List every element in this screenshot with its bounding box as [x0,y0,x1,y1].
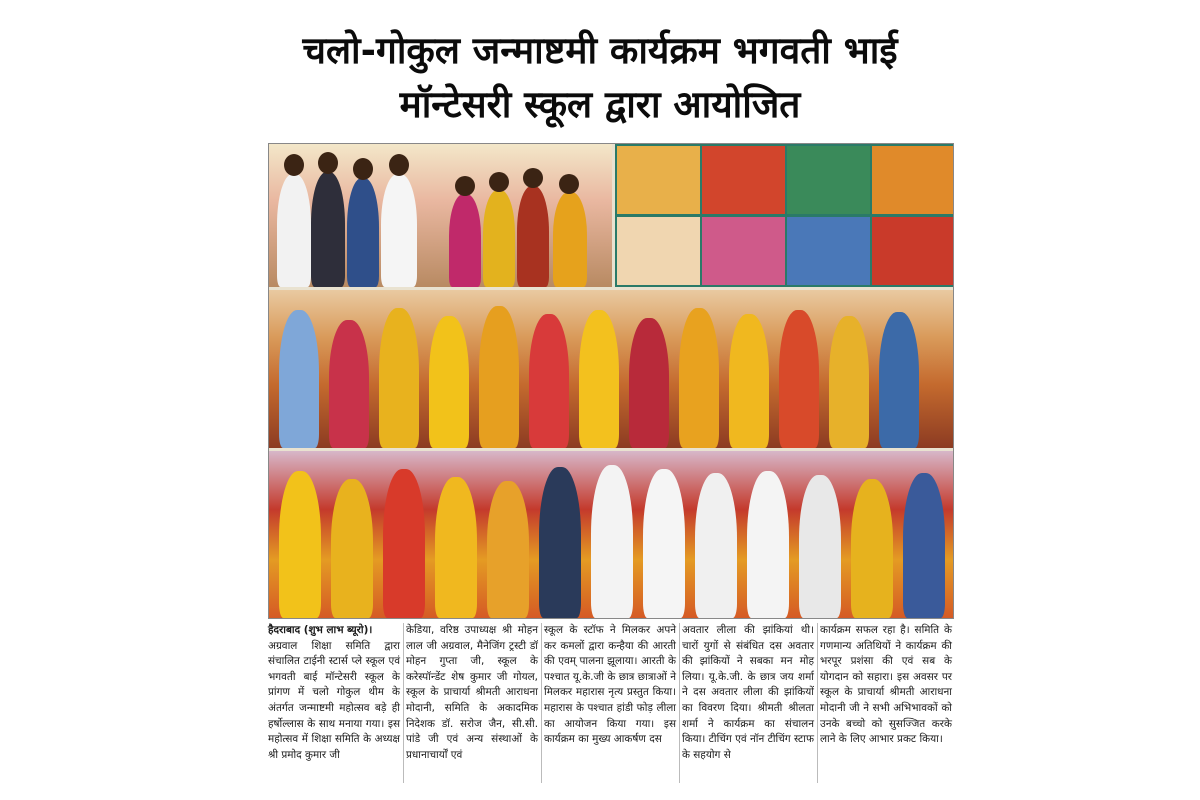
headline-line-2: मॉन्टेसरी स्कूल द्वारा आयोजित [399,83,801,126]
article-column-2: केडिया, वरिष्ठ उपाध्यक्ष श्री मोहन लाल जी अग्रवाल, मैनेजिंग ट्रस्टी डॉ मोहन गुप्ता जी, स्कूल के करेस्पॉन्डेंट शेष कुमार जी गोयल, स्कूल के प्राचार्या श्रीमती आराधना मोदानी, समिति के अकादमिक निदेशक डॉ. सरोज जैन, सी.सी. पांडे जी एवं अन्य संस्थाओं के प्रधानाचार्यों एवं [406,624,538,761]
article-column-4: अवतार लीला की झांकियां थी। चारों युगों से संबंधित दस अवतार की झांकियों ने सबका मन मोह लिया। यू.के.जी. के छात्र जय शर्मा ने दस अवतार लीला की झांकियों का विवरण दिया। श्रीमती श्रीलता शर्मा ने कार्यक्रम का संचालन किया। टीचिंग एवं नॉन टीचिंग स्टाफ के सहयोग से [682,624,814,761]
event-photo-collage [268,143,954,619]
article-column-3: स्कूल के स्टॉफ ने मिलकर अपने कर कमलों द्वारा कन्हैया की आरती की एवम् पालना झूलाया। आरती के पश्चात यू.के.जी के छात्र छात्राओं ने मिलकर महारास नृत्य प्रस्तुत किया। महारास के पश्चात हांडी फोड़ लीला का आयोजन किया गया। इस कार्यक्रम का मुख्य आकर्षण दस [544,624,676,746]
column-text: अग्रवाल शिक्षा समिति द्वारा संचालित टाईनी स्टार्स प्ले स्कूल एवं भगवती बाई मॉन्टेसरी स्कूल के प्रांगण में चलो गोकुल थीम के अंतर्गत जन्माष्टमी महोत्सव बड़े ही हर्षोल्लास के साथ मनाया गया। इस महोत्सव में शिक्षा समिति के अध्यक्ष श्री प्रमोद कुमार जी [268,639,400,761]
article-body [268,623,952,783]
photo-avatar-tableaux [615,144,953,287]
article-column-1 [268,623,400,763]
photo-dignitaries [269,144,612,287]
dateline: हैदराबाद (शुभ लाभ ब्यूरो)। [268,624,373,636]
article-column-5: कार्यक्रम सफल रहा है। समिति के गणमान्य अतिथियों ने कार्यक्रम की भरपूर प्रशंसा की एवं सब के योगदान को सहारा। इस अवसर पर स्कूल के प्राचार्या श्रीमती आराधना मोदानी जी ने सभी अभिभावकों को उनके बच्चो को सुसज्जित करके लाने के लिए आभार प्रकट किया। [820,624,952,746]
headline-line-1: चलो-गोकुल जन्माष्टमी कार्यक्रम भगवती भाई [302,29,898,72]
photo-teachers-children [269,290,953,448]
photo-group-costumes [269,451,953,618]
